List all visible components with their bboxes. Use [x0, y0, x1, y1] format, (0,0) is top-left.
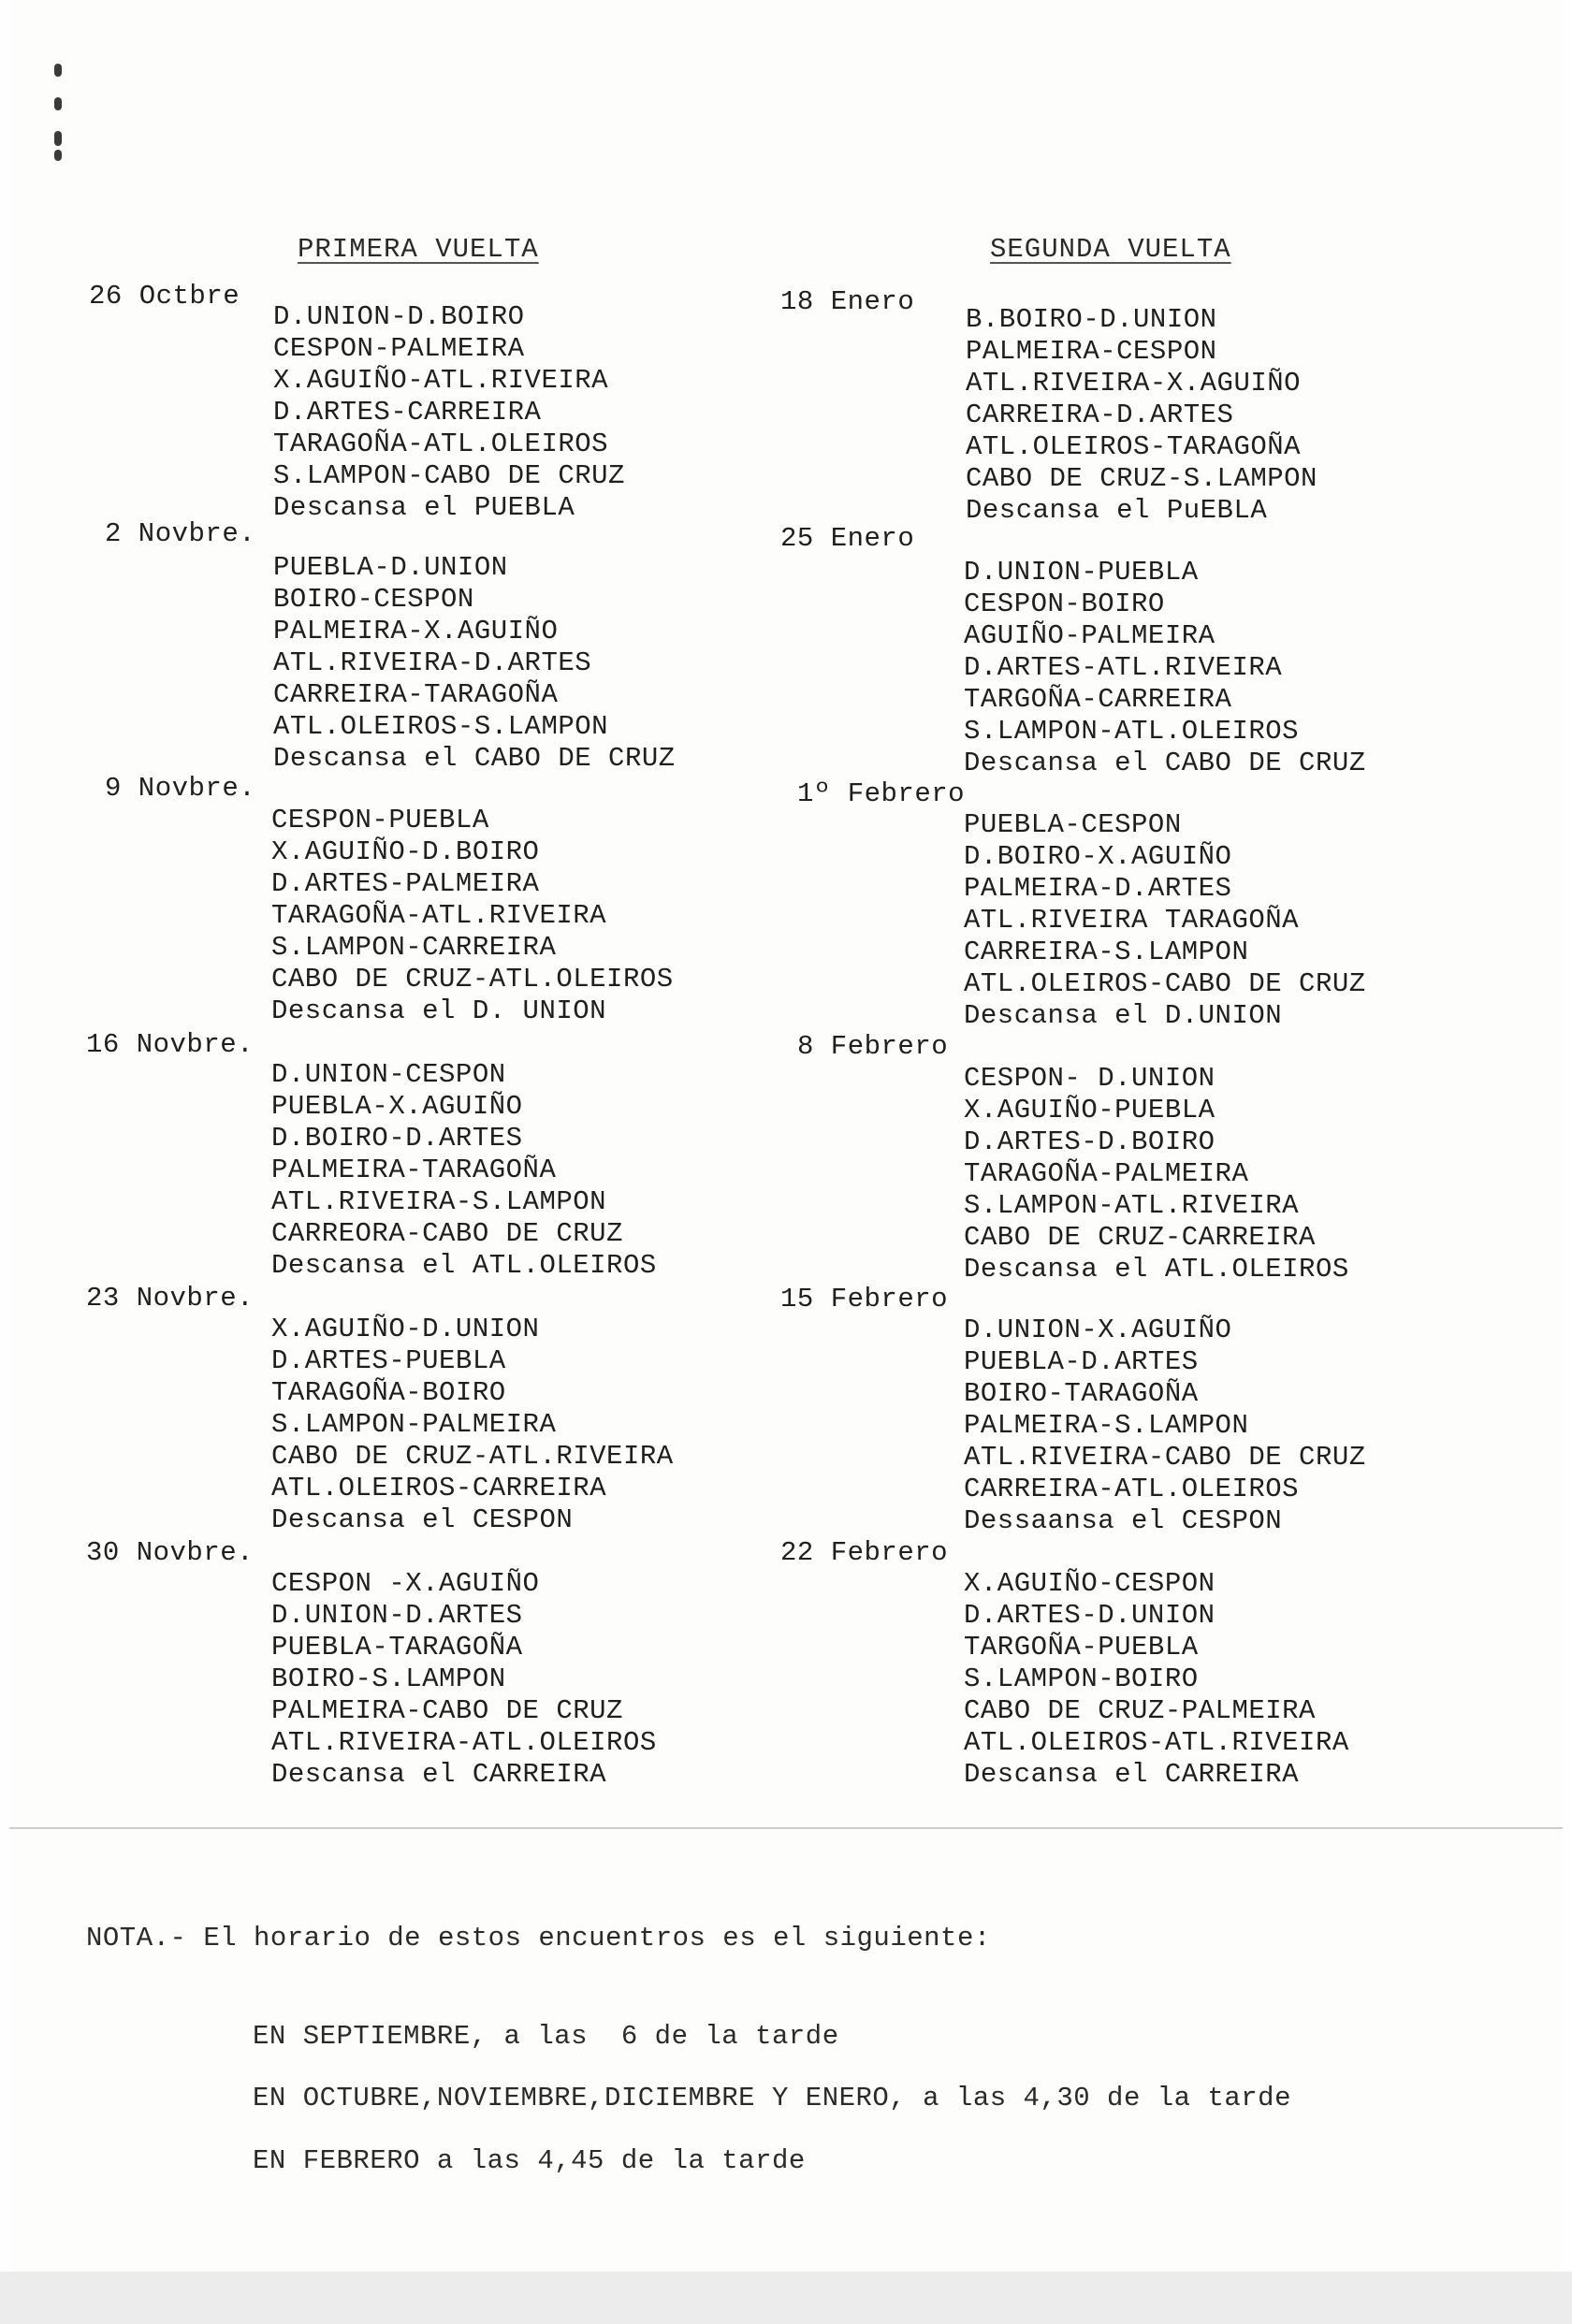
match-line: D.UNION-PUEBLA — [964, 557, 1199, 588]
match-line: S.LAMPON-PALMEIRA — [271, 1409, 557, 1440]
match-line: TARGOÑA-CARREIRA — [964, 684, 1232, 715]
match-line: PUEBLA-D.ARTES — [964, 1346, 1199, 1377]
match-line: X.AGUIÑO-D.BOIRO — [271, 836, 540, 867]
match-date: 15 Febrero — [780, 1284, 949, 1315]
match-line: CARREIRA-TARAGOÑA — [273, 679, 559, 710]
rest-team-line: Descansa el D. UNION — [271, 995, 607, 1026]
match-list — [271, 1568, 657, 1791]
match-line: D.ARTES-CARREIRA — [273, 397, 542, 428]
match-line: D.UNION-CESPON — [271, 1059, 506, 1090]
match-date: 25 Enero — [780, 523, 915, 554]
match-line: CABO DE CRUZ-S.LAMPON — [966, 463, 1317, 494]
match-line: ATL.RIVEIRA-CABO DE CRUZ — [964, 1442, 1366, 1473]
match-line: D.BOIRO-X.AGUIÑO — [964, 841, 1232, 872]
match-line: S.LAMPON-CARREIRA — [271, 932, 557, 963]
match-line: BOIRO-S.LAMPON — [271, 1663, 506, 1694]
second-round-heading: SEGUNDA VUELTA — [990, 234, 1231, 265]
match-list — [964, 557, 1366, 779]
match-line: D.ARTES-ATL.RIVEIRA — [964, 652, 1283, 683]
match-line: ATL.OLEIROS-TARAGOÑA — [966, 431, 1302, 462]
match-line: ATL.RIVEIRA-D.ARTES — [273, 647, 592, 678]
match-line: ATL.RIVEIRA-S.LAMPON — [271, 1186, 607, 1217]
match-line: D.ARTES-PALMEIRA — [271, 868, 540, 899]
match-line: TARAGOÑA-ATL.OLEIROS — [273, 428, 609, 459]
rest-team-line: Descansa el CESPON — [271, 1504, 574, 1535]
rest-team-line: Descansa el ATL.OLEIROS — [271, 1250, 657, 1281]
match-line: ATL.OLEIROS-S.LAMPON — [273, 711, 609, 742]
match-line: D.ARTES-D.BOIRO — [964, 1126, 1215, 1157]
match-line: PUEBLA-TARAGOÑA — [271, 1632, 523, 1663]
match-date: 2 Novbre. — [105, 518, 256, 549]
schedule-line: EN SEPTIEMBRE, a las 6 de la tarde — [253, 2021, 839, 2052]
match-line: CABO DE CRUZ-PALMEIRA — [964, 1695, 1316, 1726]
rest-team-line: Descansa el CARREIRA — [271, 1759, 607, 1790]
match-line: PALMEIRA-D.ARTES — [964, 873, 1232, 904]
match-line: CARREIRA-ATL.OLEIROS — [964, 1474, 1300, 1504]
punch-mark — [54, 64, 62, 77]
match-line: ATL.RIVEIRA-X.AGUIÑO — [966, 368, 1302, 399]
match-line: X.AGUIÑO-ATL.RIVEIRA — [273, 365, 609, 396]
match-list — [964, 1568, 1349, 1791]
match-line: CARREORA-CABO DE CRUZ — [271, 1218, 623, 1249]
match-line: S.LAMPON-ATL.RIVEIRA — [964, 1190, 1300, 1221]
match-line: D.UNION-D.ARTES — [271, 1600, 523, 1631]
match-line: CABO DE CRUZ-ATL.RIVEIRA — [271, 1441, 674, 1472]
match-list — [273, 552, 676, 775]
match-line: PUEBLA-X.AGUIÑO — [271, 1091, 523, 1122]
match-line: D.ARTES-PUEBLA — [271, 1345, 506, 1376]
match-date: 30 Novbre. — [86, 1537, 255, 1568]
match-line: D.UNION-D.BOIRO — [273, 301, 525, 332]
match-list — [271, 1314, 674, 1536]
match-date: 18 Enero — [780, 286, 915, 317]
match-line: ATL.RIVEIRA TARAGOÑA — [964, 905, 1300, 936]
match-line: TARAGOÑA-ATL.RIVEIRA — [271, 900, 607, 931]
match-list — [271, 805, 674, 1027]
match-line: D.ARTES-D.UNION — [964, 1600, 1215, 1631]
match-line: ATL.RIVEIRA-ATL.OLEIROS — [271, 1727, 657, 1758]
match-list — [964, 1315, 1366, 1537]
rest-team-line: Descansa el PUEBLA — [273, 492, 575, 523]
rest-team-line: Descansa el CABO DE CRUZ — [964, 748, 1366, 778]
punch-mark — [54, 97, 62, 110]
match-line: PALMEIRA-CESPON — [966, 336, 1217, 367]
punch-mark — [54, 131, 62, 146]
match-list — [966, 304, 1317, 527]
first-round-heading: PRIMERA VUELTA — [298, 234, 539, 265]
match-line: D.UNION-X.AGUIÑO — [964, 1315, 1232, 1345]
match-line: CESPON-PUEBLA — [271, 805, 489, 835]
page-divider — [9, 1827, 1563, 1829]
match-date: 9 Novbre. — [105, 773, 256, 804]
match-line: S.LAMPON-ATL.OLEIROS — [964, 716, 1300, 747]
match-line: BOIRO-CESPON — [273, 584, 474, 615]
match-line: PALMEIRA-CABO DE CRUZ — [271, 1695, 623, 1726]
match-line: CESPON -X.AGUIÑO — [271, 1568, 540, 1599]
match-line: CESPON-PALMEIRA — [273, 333, 525, 364]
match-line: TARGOÑA-PUEBLA — [964, 1632, 1199, 1663]
match-list — [964, 809, 1366, 1032]
match-line: PALMEIRA-TARAGOÑA — [271, 1155, 557, 1185]
rest-team-line: Descansa el PuEBLA — [966, 495, 1268, 526]
match-line: X.AGUIÑO-PUEBLA — [964, 1095, 1215, 1126]
schedule-line: EN FEBRERO a las 4,45 de la tarde — [253, 2145, 806, 2176]
schedule-line: EN OCTUBRE,NOVIEMBRE,DICIEMBRE Y ENERO, a las 4,30 de la tarde — [253, 2083, 1291, 2113]
match-line: B.BOIRO-D.UNION — [966, 304, 1217, 335]
match-line: ATL.OLEIROS-ATL.RIVEIRA — [964, 1727, 1349, 1758]
match-line: CARREIRA-S.LAMPON — [964, 937, 1249, 967]
match-line: ATL.OLEIROS-CARREIRA — [271, 1473, 607, 1503]
match-date: 26 Octbre — [89, 281, 240, 312]
match-line: PUEBLA-D.UNION — [273, 552, 508, 583]
match-date: 1º Febrero — [797, 778, 966, 809]
match-date: 22 Febrero — [780, 1537, 949, 1568]
match-line: S.LAMPON-BOIRO — [964, 1663, 1199, 1694]
match-line: TARAGOÑA-PALMEIRA — [964, 1158, 1249, 1189]
match-line: X.AGUIÑO-CESPON — [964, 1568, 1215, 1599]
match-date: 23 Novbre. — [86, 1283, 255, 1314]
match-line: S.LAMPON-CABO DE CRUZ — [273, 460, 625, 491]
rest-team-line: Dessaansa el CESPON — [964, 1505, 1283, 1536]
rest-team-line: Descansa el D.UNION — [964, 1000, 1283, 1031]
match-line: X.AGUIÑO-D.UNION — [271, 1314, 540, 1344]
match-line: PUEBLA-CESPON — [964, 809, 1182, 840]
match-line: AGUIÑO-PALMEIRA — [964, 620, 1215, 651]
match-line: BOIRO-TARAGOÑA — [964, 1378, 1199, 1409]
match-line: D.BOIRO-D.ARTES — [271, 1123, 523, 1154]
match-line: CABO DE CRUZ-CARREIRA — [964, 1222, 1316, 1253]
match-date: 8 Febrero — [797, 1031, 949, 1062]
rest-team-line: Descansa el CARREIRA — [964, 1759, 1300, 1790]
punch-mark — [54, 150, 62, 161]
match-line: CESPON- D.UNION — [964, 1063, 1215, 1094]
match-date: 16 Novbre. — [86, 1029, 255, 1060]
rest-team-line: Descansa el ATL.OLEIROS — [964, 1254, 1349, 1285]
match-line: CESPON-BOIRO — [964, 588, 1165, 619]
match-line: ATL.OLEIROS-CABO DE CRUZ — [964, 968, 1366, 999]
match-line: CARREIRA-D.ARTES — [966, 399, 1234, 430]
match-line: PALMEIRA-S.LAMPON — [964, 1410, 1249, 1441]
rest-team-line: Descansa el CABO DE CRUZ — [273, 743, 676, 774]
match-line: PALMEIRA-X.AGUIÑO — [273, 616, 559, 646]
match-line: TARAGOÑA-BOIRO — [271, 1377, 506, 1408]
note-intro: NOTA.- El horario de estos encuentros es el siguiente: — [86, 1923, 991, 1954]
match-list — [271, 1059, 657, 1282]
match-list — [964, 1063, 1349, 1285]
match-line: CABO DE CRUZ-ATL.OLEIROS — [271, 964, 674, 995]
match-list — [273, 301, 625, 524]
scan-bottom-edge — [0, 2272, 1572, 2324]
